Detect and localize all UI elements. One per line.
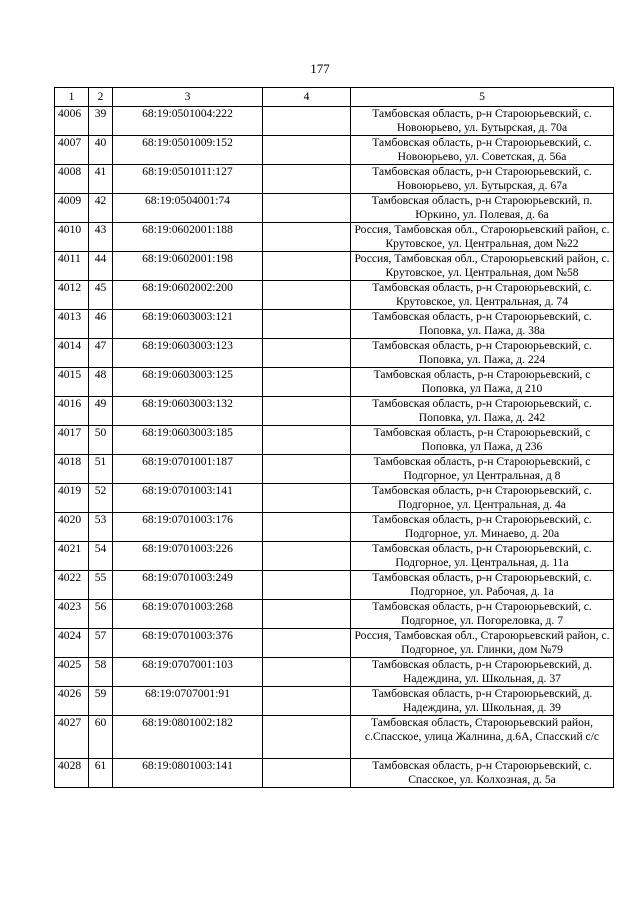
table-row xyxy=(55,600,614,629)
table-row xyxy=(55,194,614,223)
column-4-cell xyxy=(263,455,351,484)
row-number: 4017 xyxy=(55,426,89,455)
row-index: 59 xyxy=(89,687,113,716)
row-number: 4023 xyxy=(55,600,89,629)
address-cell: Тамбовская область, р-н Староюрьевский, с Поповка, ул Пажа, д 210 xyxy=(351,368,614,397)
registry-table xyxy=(54,87,614,788)
address-cell: Тамбовская область, р-н Староюрьевский, с. Подгорное, ул. Центральная, д. 4а xyxy=(351,484,614,513)
cadastral-number: 68:19:0501011:127 xyxy=(113,165,263,194)
row-number: 4018 xyxy=(55,455,89,484)
column-4-cell xyxy=(263,542,351,571)
row-index: 61 xyxy=(89,759,113,788)
address-cell: Россия, Тамбовская обл., Староюрьевский район, с. Крутовское, ул. Центральная, дом №22 xyxy=(351,223,614,252)
cadastral-number: 68:19:0504001:74 xyxy=(113,194,263,223)
row-number: 4025 xyxy=(55,658,89,687)
address-cell: Тамбовская область, р-н Староюрьевский, с. Новоюрьево, ул. Бутырская, д. 67а xyxy=(351,165,614,194)
column-4-cell xyxy=(263,310,351,339)
table-row xyxy=(55,368,614,397)
address-cell: Тамбовская область, р-н Староюрьевский, д. Надеждина, ул. Школьная, д. 39 xyxy=(351,687,614,716)
cadastral-number: 68:19:0701003:176 xyxy=(113,513,263,542)
row-index: 50 xyxy=(89,426,113,455)
row-index: 60 xyxy=(89,716,113,759)
table-row xyxy=(55,339,614,368)
row-number: 4015 xyxy=(55,368,89,397)
row-number: 4028 xyxy=(55,759,89,788)
address-cell: Тамбовская область, р-н Староюрьевский, с. Крутовское, ул. Центральная, д. 74 xyxy=(351,281,614,310)
address-cell: Тамбовская область, р-н Староюрьевский, с. Поповка, ул. Пажа, д. 38а xyxy=(351,310,614,339)
row-index: 41 xyxy=(89,165,113,194)
address-cell: Тамбовская область, р-н Староюрьевский, с. Поповка, ул. Пажа, д. 242 xyxy=(351,397,614,426)
row-number: 4008 xyxy=(55,165,89,194)
table-row xyxy=(55,687,614,716)
column-4-cell xyxy=(263,252,351,281)
table-row xyxy=(55,223,614,252)
cadastral-number: 68:19:0501009:152 xyxy=(113,136,263,165)
row-number: 4026 xyxy=(55,687,89,716)
column-header: 4 xyxy=(263,88,351,107)
row-number: 4013 xyxy=(55,310,89,339)
row-index: 48 xyxy=(89,368,113,397)
column-4-cell xyxy=(263,629,351,658)
cadastral-number: 68:19:0701003:376 xyxy=(113,629,263,658)
cadastral-number: 68:19:0501004:222 xyxy=(113,107,263,136)
column-4-cell xyxy=(263,600,351,629)
row-number: 4006 xyxy=(55,107,89,136)
table-row xyxy=(55,165,614,194)
address-cell: Тамбовская область, р-н Староюрьевский, п. Юркино, ул. Полевая, д. 6а xyxy=(351,194,614,223)
address-cell: Тамбовская область, Староюрьевский район, с.Спасское, улица Жалнина, д.6А, Спасский с/с xyxy=(351,716,614,759)
row-index: 44 xyxy=(89,252,113,281)
cadastral-number: 68:19:0707001:91 xyxy=(113,687,263,716)
cadastral-number: 68:19:0701003:226 xyxy=(113,542,263,571)
column-4-cell xyxy=(263,716,351,759)
cadastral-number: 68:19:0603003:132 xyxy=(113,397,263,426)
table-row xyxy=(55,310,614,339)
column-4-cell xyxy=(263,426,351,455)
row-number: 4019 xyxy=(55,484,89,513)
address-cell: Тамбовская область, р-н Староюрьевский, с. Поповка, ул. Пажа, д. 224 xyxy=(351,339,614,368)
column-4-cell xyxy=(263,687,351,716)
row-number: 4014 xyxy=(55,339,89,368)
cadastral-number: 68:19:0603003:125 xyxy=(113,368,263,397)
column-4-cell xyxy=(263,107,351,136)
address-cell: Тамбовская область, р-н Староюрьевский, с. Спасское, ул. Колхозная, д. 5а xyxy=(351,759,614,788)
table-row xyxy=(55,629,614,658)
cadastral-number: 68:19:0603003:185 xyxy=(113,426,263,455)
address-cell: Тамбовская область, р-н Староюрьевский, с. Новоюрьево, ул. Советская, д. 56а xyxy=(351,136,614,165)
column-4-cell xyxy=(263,513,351,542)
column-4-cell xyxy=(263,759,351,788)
address-cell: Тамбовская область, р-н Староюрьевский, с. Подгорное, ул. Центральная, д. 11а xyxy=(351,542,614,571)
column-4-cell xyxy=(263,368,351,397)
row-index: 51 xyxy=(89,455,113,484)
table-row xyxy=(55,571,614,600)
cadastral-number: 68:19:0707001:103 xyxy=(113,658,263,687)
column-header: 5 xyxy=(351,88,614,107)
row-index: 47 xyxy=(89,339,113,368)
address-cell: Россия, Тамбовская обл., Староюрьевский район, с. Подгорное, ул. Глинки, дом №79 xyxy=(351,629,614,658)
row-index: 49 xyxy=(89,397,113,426)
row-index: 46 xyxy=(89,310,113,339)
column-4-cell xyxy=(263,658,351,687)
row-number: 4024 xyxy=(55,629,89,658)
table-row xyxy=(55,759,614,788)
row-number: 4022 xyxy=(55,571,89,600)
table-row xyxy=(55,397,614,426)
cadastral-number: 68:19:0602001:198 xyxy=(113,252,263,281)
column-4-cell xyxy=(263,281,351,310)
row-index: 45 xyxy=(89,281,113,310)
address-cell: Тамбовская область, р-н Староюрьевский, с. Новоюрьево, ул. Бутырская, д. 70а xyxy=(351,107,614,136)
address-cell: Тамбовская область, р-н Староюрьевский, с. Подгорное, ул. Минаево, д. 20а xyxy=(351,513,614,542)
row-index: 53 xyxy=(89,513,113,542)
column-4-cell xyxy=(263,397,351,426)
row-index: 54 xyxy=(89,542,113,571)
table-body xyxy=(55,107,614,788)
row-index: 43 xyxy=(89,223,113,252)
row-index: 40 xyxy=(89,136,113,165)
cadastral-number: 68:19:0801003:141 xyxy=(113,759,263,788)
row-number: 4011 xyxy=(55,252,89,281)
table-row xyxy=(55,252,614,281)
column-header: 3 xyxy=(113,88,263,107)
cadastral-number: 68:19:0801002:182 xyxy=(113,716,263,759)
row-number: 4010 xyxy=(55,223,89,252)
row-index: 39 xyxy=(89,107,113,136)
column-4-cell xyxy=(263,223,351,252)
cadastral-number: 68:19:0701003:141 xyxy=(113,484,263,513)
table-row xyxy=(55,281,614,310)
table-header-row xyxy=(55,88,614,107)
cadastral-number: 68:19:0701001:187 xyxy=(113,455,263,484)
column-header: 2 xyxy=(89,88,113,107)
table-row xyxy=(55,716,614,759)
cadastral-number: 68:19:0701003:268 xyxy=(113,600,263,629)
address-cell: Тамбовская область, р-н Староюрьевский, с. Подгорное, ул. Рабочая, д. 1а xyxy=(351,571,614,600)
table-row xyxy=(55,484,614,513)
row-number: 4027 xyxy=(55,716,89,759)
cadastral-number: 68:19:0603003:123 xyxy=(113,339,263,368)
column-4-cell xyxy=(263,165,351,194)
address-cell: Тамбовская область, р-н Староюрьевский, д. Надеждина, ул. Школьная, д. 37 xyxy=(351,658,614,687)
column-4-cell xyxy=(263,194,351,223)
column-4-cell xyxy=(263,136,351,165)
row-number: 4020 xyxy=(55,513,89,542)
row-index: 55 xyxy=(89,571,113,600)
address-cell: Тамбовская область, р-н Староюрьевский, с. Подгорное, ул. Погореловка, д. 7 xyxy=(351,600,614,629)
page-number: 177 xyxy=(310,61,330,76)
cadastral-number: 68:19:0602001:188 xyxy=(113,223,263,252)
address-cell: Россия, Тамбовская обл., Староюрьевский район, с. Крутовское, ул. Центральная, дом №58 xyxy=(351,252,614,281)
table-row xyxy=(55,513,614,542)
table-row xyxy=(55,136,614,165)
address-cell: Тамбовская область, р-н Староюрьевский, с Поповка, ул Пажа, д 236 xyxy=(351,426,614,455)
row-index: 56 xyxy=(89,600,113,629)
row-number: 4021 xyxy=(55,542,89,571)
table-row xyxy=(55,542,614,571)
address-cell: Тамбовская область, р-н Староюрьевский, с Подгорное, ул Центральная, д 8 xyxy=(351,455,614,484)
table-row xyxy=(55,426,614,455)
table-row xyxy=(55,455,614,484)
row-number: 4007 xyxy=(55,136,89,165)
row-number: 4009 xyxy=(55,194,89,223)
row-index: 52 xyxy=(89,484,113,513)
table-row xyxy=(55,107,614,136)
table-row xyxy=(55,658,614,687)
row-index: 58 xyxy=(89,658,113,687)
column-4-cell xyxy=(263,484,351,513)
row-number: 4012 xyxy=(55,281,89,310)
cadastral-number: 68:19:0602002:200 xyxy=(113,281,263,310)
row-index: 57 xyxy=(89,629,113,658)
cadastral-number: 68:19:0701003:249 xyxy=(113,571,263,600)
column-4-cell xyxy=(263,571,351,600)
row-number: 4016 xyxy=(55,397,89,426)
column-4-cell xyxy=(263,339,351,368)
cadastral-number: 68:19:0603003:121 xyxy=(113,310,263,339)
column-header: 1 xyxy=(55,88,89,107)
row-index: 42 xyxy=(89,194,113,223)
